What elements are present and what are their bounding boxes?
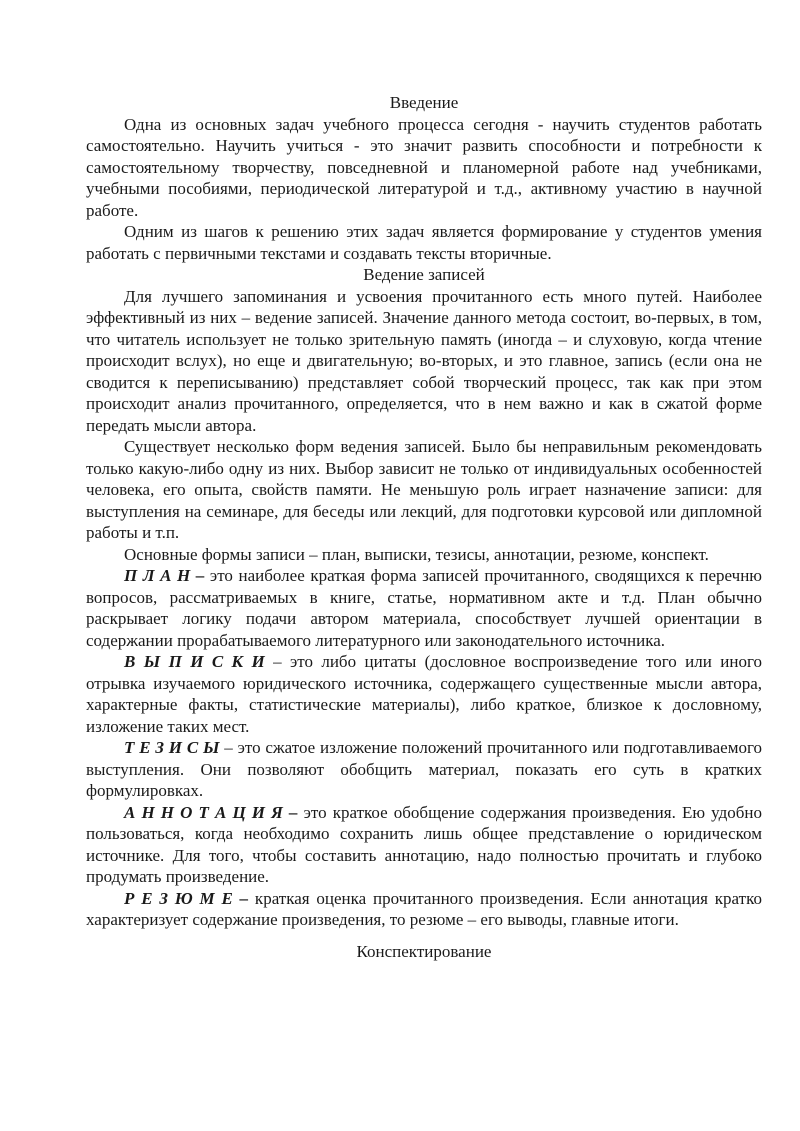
resume-term: Р Е З Ю М Е – <box>124 888 249 908</box>
extracts-text: – это либо цитаты (дословное воспроизведение того или иного отрывка изучаемого юридического источника, содержащего существенные мысли автора, характерные факты, статистические материалы), либо краткое, близкое к дословному, изложение таких мест. <box>86 652 762 736</box>
plan-term: П Л А Н – <box>124 566 205 585</box>
annotation-paragraph <box>86 802 762 888</box>
intro-paragraph-1: Одна из основных задач учебного процесса сегодня - научить студентов работать самостоятельно. Научить учиться - это значит развить способности и потребности к самостоятельному творчеству, повседневной и планомерной работе над учебниками, учебными пособиями, периодической литературой и т.д., активному участию в научной работе. <box>86 114 762 220</box>
heading-introduction: Введение <box>389 93 459 112</box>
annotation-text: это краткое обобщение содержания произведения. Ею удобно пользоваться, когда необходимо сохранить лишь общее представление о юридическом источнике. Для того, чтобы составить аннотацию, надо полностью прочитать и глубоко продумать произведение. <box>86 802 762 886</box>
plan-text: это наиболее краткая форма записей прочитанного, сводящихся к перечню вопросов, рассматриваемых в книге, статье, нормативном акте и т.д. План обычно раскрывает логику подачи автором материала, способствует лучшей ориентации в содержании прорабатываемого литературного или законодательного источника. <box>86 566 762 650</box>
section-spacer <box>86 931 762 941</box>
theses-paragraph <box>86 737 762 802</box>
theses-text: – это сжатое изложение положений прочитанного или подготавливаемого выступления. Они позволяют обобщить материал, показать его суть в кратких формулировках. <box>86 738 762 800</box>
document-body <box>86 92 762 962</box>
theses-term: Т Е З И С Ы <box>124 738 220 757</box>
heading-summary: Конспектирование <box>356 941 492 961</box>
records-paragraph-1: Для лучшего запоминания и усвоения прочитанного есть много путей. Наиболее эффективный из них – ведение записей. Значение данного метода состоит, во-первых, в том, что читатель использует не только зрительную память (иногда – и слуховую, когда чтение происходит вслух), но еще и двигательную; во-вторых, и это главное, запись (если она не сводится к переписыванию) представляет собой творческий процесс, так как при этом происходит анализ прочитанного, определяется, что в нем важно и как в сжатой форме передать мысли автора. <box>86 286 762 435</box>
intro-paragraph-2: Одним из шагов к решению этих задач является формирование у студентов умения работать с первичными текстами и создавать тексты вторичные. <box>86 222 762 263</box>
resume-paragraph <box>86 888 762 931</box>
heading-records: Ведение записей <box>363 265 485 284</box>
extracts-paragraph <box>86 651 762 737</box>
records-paragraph-3: Основные формы записи – план, выписки, тезисы, аннотации, резюме, конспект. <box>124 544 709 564</box>
extracts-term: В Ы П И С К И <box>124 652 265 671</box>
records-paragraph-2: Существует несколько форм ведения записей. Было бы неправильным рекомендовать только какую-либо одну из них. Выбор зависит не только от индивидуальных особенностей человека, его опыта, свойств памяти. Не меньшую роль играет назначение записи: для выступления на семинаре, для беседы или лекций, для подготовки курсовой или дипломной работы и т.п. <box>86 437 762 542</box>
plan-paragraph <box>86 565 762 651</box>
resume-text: краткая оценка прочитанного произведения. Если аннотация кратко характеризует содержание произведения, то резюме – его выводы, главные итоги. <box>86 888 762 929</box>
annotation-term: А Н Н О Т А Ц И Я – <box>124 802 298 822</box>
